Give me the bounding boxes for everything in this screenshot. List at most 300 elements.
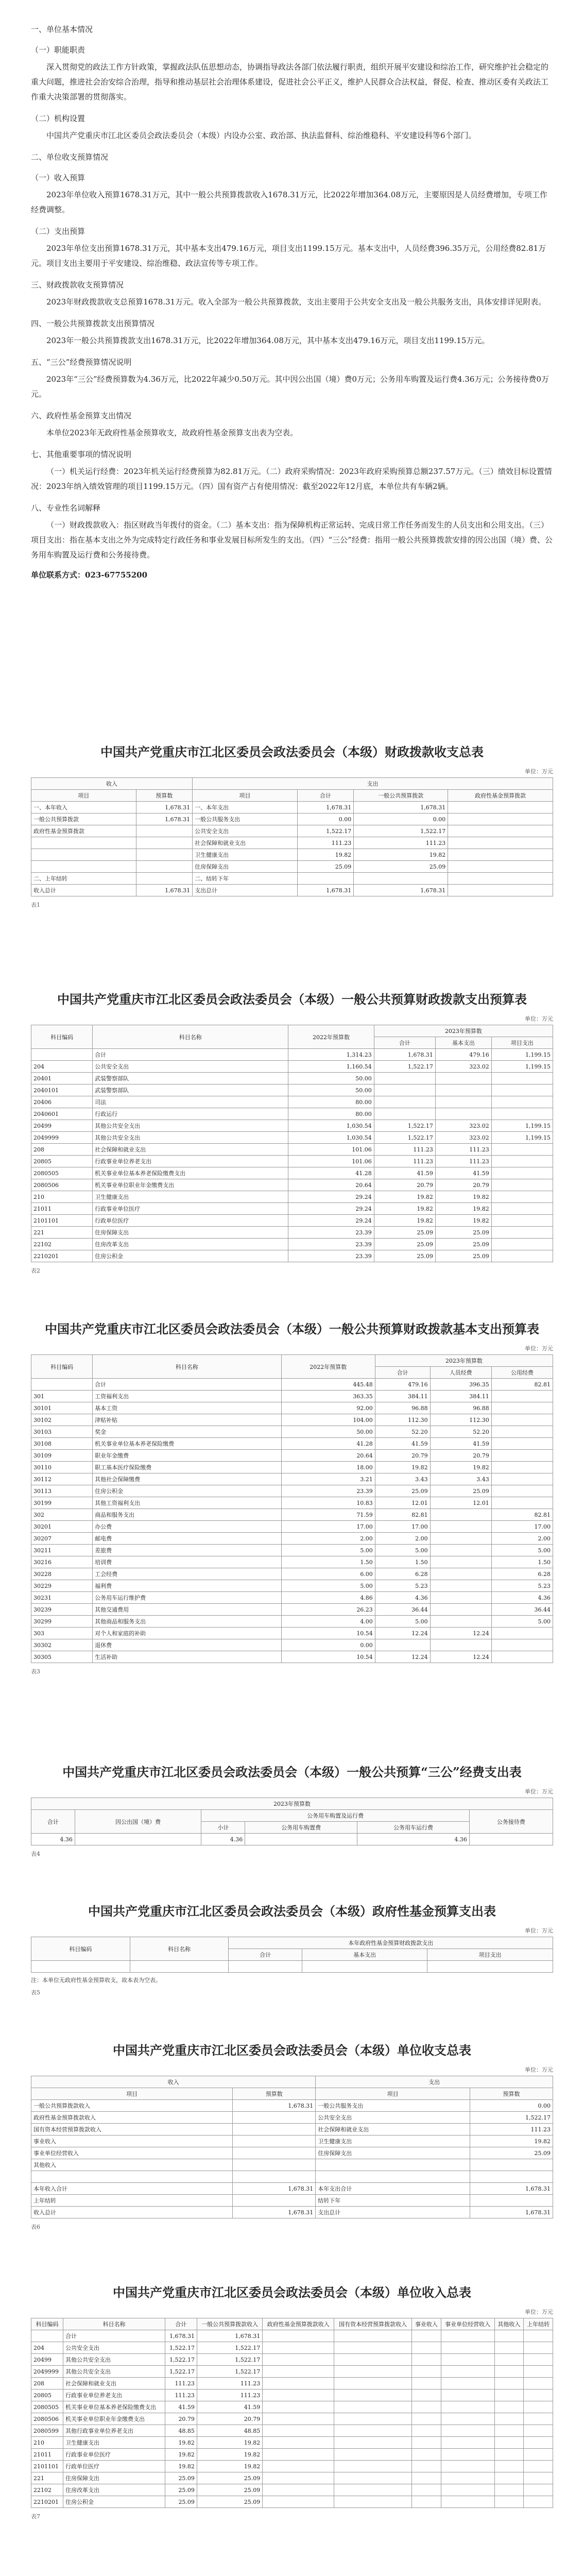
table3-unit: 单位：万元 [525, 1345, 553, 1352]
table-cell: 30239 [31, 1604, 93, 1616]
table-cell [263, 2330, 334, 2342]
table-cell: 111.23 [470, 2124, 553, 2136]
table-cell: 1,678.31 [297, 802, 353, 814]
table-cell: 合计 [63, 2330, 165, 2342]
table-cell: 20.79 [435, 1179, 491, 1191]
t2-col-code: 科目编码 [31, 1025, 93, 1049]
table-cell [494, 2342, 524, 2354]
table-row [31, 1521, 553, 1533]
table-cell: 111.23 [297, 837, 353, 849]
table-cell: 25.09 [430, 1485, 491, 1497]
table-cell: 公务用车运行维护费 [93, 1592, 282, 1604]
table-cell [524, 2413, 553, 2425]
table-cell: 职业年金缴费 [93, 1450, 282, 1462]
table-cell: 30216 [31, 1556, 93, 1568]
gov-text: 本单位2023年无政府性基金预算收支，故政府性基金预算支出表为空表。 [46, 428, 298, 437]
table-cell: 92.00 [281, 1402, 375, 1414]
table1-unit: 单位：万元 [525, 768, 553, 775]
table-row [31, 814, 553, 825]
t3-col-2023: 2023年预算数 [375, 1355, 553, 1367]
table-cell [448, 825, 553, 837]
table-cell: 其他社会保障缴费 [93, 1473, 282, 1485]
table-cell: 30199 [31, 1497, 93, 1509]
table-row [31, 1096, 553, 1108]
table-row [31, 2159, 553, 2171]
table-cell: 52.20 [375, 1426, 430, 1438]
table-cell [334, 2330, 412, 2342]
table-row [31, 2171, 553, 2183]
table-cell: 323.02 [435, 1120, 491, 1132]
table-cell: 4.36 [375, 1592, 430, 1604]
table-cell: 363.35 [281, 1391, 375, 1402]
table-row [31, 849, 553, 861]
table-cell [31, 2330, 63, 2342]
table-row [31, 1533, 553, 1545]
table-cell: 30110 [31, 1462, 93, 1473]
t5-col-name: 科目名称 [130, 1937, 229, 1961]
table-row [31, 1215, 553, 1227]
heading-unit: 一、单位基本情况 [31, 25, 93, 34]
table-cell [412, 2366, 441, 2378]
table-cell [441, 2449, 494, 2461]
table-cell: 其他商品和服务支出 [93, 1616, 282, 1628]
table-cell: 30201 [31, 1521, 93, 1533]
table-cell: 一般公共预算拨款 [31, 814, 136, 825]
table-cell [491, 1414, 553, 1426]
table-cell [263, 2378, 334, 2389]
table-row [31, 2378, 553, 2389]
table-row [31, 2401, 553, 2413]
table-cell [334, 2496, 412, 2508]
table-row [31, 1426, 553, 1438]
table6-body [31, 2100, 553, 2218]
fig6-label: 表6 [31, 2224, 40, 2230]
table-cell: 41.59 [374, 1167, 435, 1179]
table-cell: 二、上年结转 [31, 873, 136, 885]
table-row [31, 2354, 553, 2366]
table-cell: 82.81 [375, 1509, 430, 1521]
table-cell: 19.82 [435, 1203, 491, 1215]
table-cell: 上年结转 [31, 2195, 233, 2207]
table-cell [316, 2171, 470, 2183]
table-cell: 384.11 [430, 1391, 491, 1402]
table-cell [491, 1227, 553, 1239]
table-cell [263, 2472, 334, 2484]
table-cell: 对个人和家庭的补助 [93, 1628, 282, 1639]
table-cell [491, 1497, 553, 1509]
table-cell: 1,678.31 [233, 2100, 316, 2112]
table-cell: 19.82 [470, 2136, 553, 2147]
general-text: 2023年一般公共预算拨款支出1678.31万元，比2022年增加364.08万元，其中基本支出479.16万元，项目支出1199.15万元。 [46, 336, 490, 345]
table6-unit: 单位：万元 [525, 2066, 553, 2073]
table-cell: 41.59 [375, 1438, 430, 1450]
table-cell: 卫生健康支出 [63, 2437, 165, 2449]
table5-section [31, 1901, 553, 2002]
table-cell: 工会经费 [93, 1568, 282, 1580]
table-cell: 1,522.17 [197, 2366, 262, 2378]
t5-col-code: 科目编码 [31, 1937, 130, 1961]
table-cell [441, 2425, 494, 2437]
t2-col-2023: 2023年预算数 [374, 1025, 553, 1037]
table-cell: 行政运行 [93, 1108, 288, 1120]
table-cell [233, 2171, 316, 2183]
table-row [31, 873, 553, 885]
table-cell: 1,678.31 [233, 2207, 316, 2218]
table-cell [334, 2449, 412, 2461]
table-row [31, 1391, 553, 1402]
table-cell [524, 2378, 553, 2389]
table3 [31, 1354, 553, 1663]
table-cell [491, 1438, 553, 1450]
table-cell: 19.82 [165, 2437, 197, 2449]
table-cell [491, 1179, 553, 1191]
table-cell: 机关事业单位基本养老保险缴费支出 [93, 1167, 288, 1179]
table-cell: 82.81 [491, 1379, 553, 1391]
table-cell: 96.88 [375, 1402, 430, 1414]
table-cell [491, 1073, 553, 1084]
table-row [31, 2100, 553, 2112]
table-row [31, 1961, 553, 1973]
table-cell: 30113 [31, 1485, 93, 1497]
table-cell: 208 [31, 1144, 93, 1156]
table-cell: 111.23 [165, 2378, 197, 2389]
table-cell: 1,522.17 [354, 825, 448, 837]
table-cell: 住房保障支出 [63, 2472, 165, 2484]
t4-col-buy: 公务用车购置费 [245, 1822, 357, 1834]
table-cell [524, 2437, 553, 2449]
table-cell: 3.43 [375, 1473, 430, 1485]
table-cell: 19.82 [165, 2461, 197, 2472]
table-cell [491, 1144, 553, 1156]
table-cell: 48.85 [165, 2425, 197, 2437]
table-cell [524, 2472, 553, 2484]
table-cell: 其他行政事业单位养老支出 [63, 2425, 165, 2437]
table-cell: 1,678.31 [136, 802, 192, 814]
table-cell: 司法 [93, 1096, 288, 1108]
table-cell: 一、本年支出 [193, 802, 298, 814]
table-cell: 12.24 [430, 1628, 491, 1639]
table-cell [334, 2472, 412, 2484]
table-cell: 30207 [31, 1533, 93, 1545]
table-cell: 1,678.31 [136, 814, 192, 825]
table-cell [263, 2449, 334, 2461]
table-cell: 19.82 [197, 2461, 262, 2472]
table-cell [494, 2449, 524, 2461]
table-row [31, 2330, 553, 2342]
table-cell [316, 2159, 470, 2171]
table-cell: 25.09 [165, 2496, 197, 2508]
table-cell: 2049999 [31, 2366, 63, 2378]
table-cell: 行政事业单位养老支出 [63, 2389, 165, 2401]
t3-col-public: 公用经费 [491, 1367, 553, 1379]
table-row [31, 1473, 553, 1485]
table-row [31, 2472, 553, 2484]
heading-other: 七、其他重要事项的情况说明 [31, 450, 132, 459]
t7-col-general: 一般公共预算拨款收入 [197, 2318, 262, 2330]
table-cell [494, 2378, 524, 2389]
t6-income-header: 收入 [31, 2076, 316, 2088]
table-cell: 303 [31, 1628, 93, 1639]
table-cell: 30229 [31, 1580, 93, 1592]
t7-col-total: 合计 [165, 2318, 197, 2330]
table2 [31, 1025, 553, 1262]
table-cell [31, 837, 136, 849]
table-cell [263, 2496, 334, 2508]
table-cell: 1,522.17 [297, 825, 353, 837]
table-row [31, 1156, 553, 1167]
fig7-label: 表7 [31, 2513, 40, 2520]
table-row [31, 861, 553, 873]
table-cell: 0.00 [354, 814, 448, 825]
table-cell [334, 2461, 412, 2472]
table-cell [448, 837, 553, 849]
t6-col-item: 项目 [31, 2088, 233, 2100]
table5-note: 注：本单位无政府性基金预算收支，故本表为空表。 [31, 1977, 161, 1984]
table-cell [494, 2413, 524, 2425]
table-cell [334, 2425, 412, 2437]
table-cell: 30109 [31, 1450, 93, 1462]
table-cell: 5.00 [491, 1545, 553, 1556]
table-cell: 1,522.17 [197, 2354, 262, 2366]
table-cell [430, 1533, 491, 1545]
table-cell: 20401 [31, 1073, 93, 1084]
table-cell: 其他公共安全支出 [93, 1132, 288, 1144]
table-row [31, 1132, 553, 1144]
table-cell: 2.00 [491, 1533, 553, 1545]
table-cell: 25.09 [297, 861, 353, 873]
table-cell: 25.09 [197, 2496, 262, 2508]
duty-text: 深入贯彻党的政法工作方针政策，掌握政法队伍思想动态，协调指导政法各部门依法履行职责，组织开展平安建设和综治工作，研究维护社会稳定的重大问题，推进社会治安综合治理，指导和推动基层社会治理体系建设，促进社会公平正义，维护人民群众合法权益，督促、检查、推动区委有关政法工作重大决策部署的贯彻落实。 [31, 62, 549, 101]
table-row [31, 1651, 553, 1663]
income-text: 2023年单位收入预算1678.31万元，其中一般公共预算拨款收入1678.31万元，比2022年增加364.08万元，主要原因是人员经费增加，专项工作经费调整。 [31, 190, 547, 214]
table-cell: 公共安全支出 [93, 1061, 288, 1073]
table-cell [524, 2461, 553, 2472]
table-cell [448, 885, 553, 896]
table-row [31, 1592, 553, 1604]
table-cell: 社会保障和就业支出 [193, 837, 298, 849]
table-cell: 2080505 [31, 2401, 63, 2413]
table-row [31, 2413, 553, 2425]
table-cell: 5.00 [375, 1545, 430, 1556]
table-cell: 政府性基金预算拨款收入 [31, 2112, 233, 2124]
table-cell [441, 2413, 494, 2425]
table-cell: 20.79 [197, 2413, 262, 2425]
table-cell: 41.59 [435, 1167, 491, 1179]
table-cell [441, 2437, 494, 2449]
table-cell [233, 2195, 316, 2207]
table-cell: 23.39 [288, 1227, 374, 1239]
table-cell [448, 849, 553, 861]
table-cell [435, 1084, 491, 1096]
table-cell: 4.00 [281, 1616, 375, 1628]
table-row [31, 1639, 553, 1651]
table7-section [31, 2282, 553, 2526]
table-cell: 1,678.31 [374, 1049, 435, 1061]
table-row [31, 2112, 553, 2124]
table-cell: 25.09 [374, 1239, 435, 1250]
table-cell: 221 [31, 1227, 93, 1239]
table-cell: 本年收入合计 [31, 2183, 233, 2195]
table-row [31, 1450, 553, 1462]
table-cell [524, 2425, 553, 2437]
table3-section [31, 1319, 553, 1681]
table-cell [334, 2342, 412, 2354]
table5-title: 中国共产党重庆市江北区委员会政法委员会（本级）政府性基金预算支出表 [88, 1904, 496, 1919]
table-cell [441, 2461, 494, 2472]
table-cell [31, 2171, 233, 2183]
table-row [31, 1414, 553, 1426]
table-cell: 1,678.31 [197, 2330, 262, 2342]
table-cell: 36.44 [375, 1604, 430, 1616]
table-cell [524, 2342, 553, 2354]
table-cell [491, 1250, 553, 1262]
table-cell [494, 2389, 524, 2401]
table-cell [491, 1096, 553, 1108]
table-cell: 221 [31, 2472, 63, 2484]
t2-col-total: 合计 [374, 1037, 435, 1049]
table-cell: 12.24 [430, 1651, 491, 1663]
table-cell: 19.82 [374, 1203, 435, 1215]
t4-col-reception: 公务接待费 [469, 1810, 553, 1834]
table-row [31, 1061, 553, 1073]
table-cell: 19.82 [297, 849, 353, 861]
table-row [31, 1604, 553, 1616]
table-cell: 20805 [31, 2389, 63, 2401]
expend-text: 2023年单位支出预算1678.31万元，其中基本支出479.16万元，项目支出1199.15万元。基本支出中，人员经费396.35万元，公用经费82.81万元。项目支出主要用于平安建设、综治维稳、政法宣传等专项工作。 [31, 244, 546, 268]
heading-org: （二）机构设置 [31, 114, 85, 123]
table-cell: 6.00 [281, 1568, 375, 1580]
t3-col-total: 合计 [375, 1367, 430, 1379]
t5-col-total: 合计 [229, 1949, 302, 1961]
table-row [31, 2449, 553, 2461]
t1-col-general: 一般公共预算拨款 [354, 790, 448, 802]
table-cell: 41.28 [288, 1167, 374, 1179]
t4-col-total: 合计 [31, 1810, 75, 1834]
table-row [31, 2195, 553, 2207]
table-cell [297, 873, 353, 885]
table-cell: 479.16 [435, 1049, 491, 1061]
table-cell: 12.01 [375, 1497, 430, 1509]
table-cell: 396.35 [430, 1379, 491, 1391]
table-cell: 事业单位经营收入 [31, 2147, 233, 2159]
table-cell [494, 2472, 524, 2484]
table-cell: 卫生健康支出 [316, 2136, 470, 2147]
table-cell: 323.02 [435, 1132, 491, 1144]
table-row [31, 2389, 553, 2401]
table-cell: 25.09 [197, 2484, 262, 2496]
table-cell [136, 825, 192, 837]
table-row [31, 1402, 553, 1414]
table-cell [491, 1450, 553, 1462]
table-cell: 1,678.31 [297, 885, 353, 896]
table-cell: 25.09 [197, 2472, 262, 2484]
table-cell [435, 1108, 491, 1120]
table-cell: 1,522.17 [165, 2354, 197, 2366]
table-cell [524, 2330, 553, 2342]
t4-col-car: 公务用车购置及运行费 [201, 1810, 469, 1822]
table-cell: 公共安全支出 [316, 2112, 470, 2124]
table-cell [430, 1545, 491, 1556]
t1-col-item: 项目 [31, 790, 136, 802]
table-cell: 商品和服务支出 [93, 1509, 282, 1521]
table-cell: 112.30 [375, 1414, 430, 1426]
table-cell: 机关事业单位职业年金缴费支出 [93, 1179, 288, 1191]
table-cell: 50.00 [288, 1073, 374, 1084]
table-cell: 208 [31, 2378, 63, 2389]
table-cell [494, 2437, 524, 2449]
table-row [31, 2484, 553, 2496]
table-row [31, 1108, 553, 1120]
table-row [31, 802, 553, 814]
table-row [31, 1497, 553, 1509]
t6-expend-header: 支出 [316, 2076, 553, 2088]
table-cell: 国有资本经营预算拨款收入 [31, 2124, 233, 2136]
table-cell: 210 [31, 2437, 63, 2449]
table-cell: 29.24 [288, 1191, 374, 1203]
t1-col-total: 合计 [297, 790, 353, 802]
table-cell [448, 814, 553, 825]
table-cell [491, 1462, 553, 1473]
table-cell: 2080505 [31, 1167, 93, 1179]
table4 [31, 1798, 553, 1845]
table-cell: 事业收入 [31, 2136, 233, 2147]
heading-general: 四、一般公共预算拨款支出预算情况 [31, 319, 155, 328]
t2-col-name: 科目名称 [93, 1025, 288, 1049]
table-cell [430, 1580, 491, 1592]
table2-body [31, 1049, 553, 1262]
heading-fiscal: 三、财政拨款收支预算情况 [31, 280, 124, 290]
table-cell: 30305 [31, 1651, 93, 1663]
table-cell: 41.59 [430, 1438, 491, 1450]
t1-col-budget: 预算数 [136, 790, 192, 802]
table-cell: 1,522.17 [374, 1061, 435, 1073]
table-cell: 19.82 [374, 1191, 435, 1203]
table-row [31, 1203, 553, 1215]
table-cell: 退休费 [93, 1639, 282, 1651]
table-cell: 奖金 [93, 1426, 282, 1438]
table-cell [136, 849, 192, 861]
table-cell: 武装警察部队 [93, 1073, 288, 1084]
table-cell: 机关事业单位职业年金缴费支出 [63, 2413, 165, 2425]
table-cell: 0.00 [297, 814, 353, 825]
table-cell: 住房保障支出 [193, 861, 298, 873]
table-cell: 301 [31, 1391, 93, 1402]
table-row [31, 1485, 553, 1497]
table-cell: 23.39 [288, 1250, 374, 1262]
table-cell: 办公费 [93, 1521, 282, 1533]
table-cell [491, 1108, 553, 1120]
table-cell: 17.00 [281, 1521, 375, 1533]
table-cell: 10.83 [281, 1497, 375, 1509]
table-cell: 22102 [31, 1239, 93, 1250]
table-cell: 2.00 [375, 1533, 430, 1545]
table4-section [31, 1762, 553, 1863]
heading-budget: 二、单位收支预算情况 [31, 152, 109, 162]
table-cell [136, 873, 192, 885]
fig5-label: 表5 [31, 1989, 40, 1996]
table4-title: 中国共产党重庆市江北区委员会政法委员会（本级）一般公共预算“三公”经费支出表 [62, 1765, 522, 1780]
table4-unit: 单位：万元 [525, 1788, 553, 1795]
table-row [31, 1179, 553, 1191]
table-cell: 5.00 [281, 1580, 375, 1592]
table-cell [494, 2366, 524, 2378]
table-cell: 25.09 [470, 2147, 553, 2159]
table-cell [470, 2159, 553, 2171]
table-cell [441, 2342, 494, 2354]
table-cell [334, 2437, 412, 2449]
table-cell: 19.82 [375, 1462, 430, 1473]
table-cell: 41.59 [165, 2401, 197, 2413]
